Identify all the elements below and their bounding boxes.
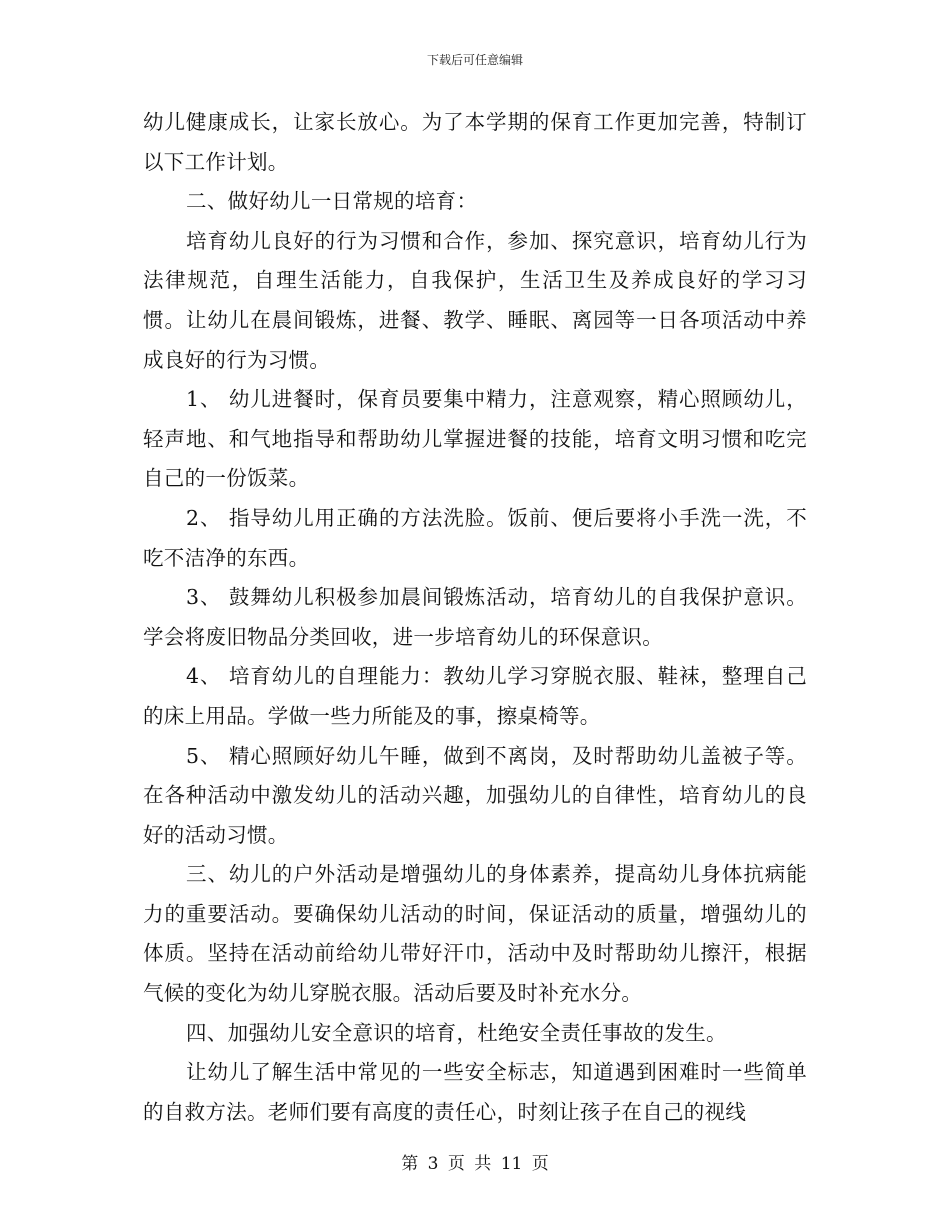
paragraph-3: 培育幼儿良好的行为习惯和合作，参加、探究意识，培育幼儿行为法律规范，自理生活能力，自我保护，生活卫生及养成良好的学习习惯。让幼儿在晨间锻炼，进餐、教学、睡眠、离园等一日各项活动中养成良好的行为习惯。 bbox=[143, 228, 807, 372]
list-item-2: 2、 指导幼儿用正确的方法洗脸。饭前、便后要将小手洗一洗，不吃不洁净的东西。 bbox=[143, 505, 807, 570]
section-heading-4: 四、加强幼儿安全意识的培育，杜绝安全责任事故的发生。 bbox=[186, 1020, 727, 1045]
list-item-5: 5、 精心照顾好幼儿午睡，做到不离岗，及时帮助幼儿盖被子等。在各种活动中激发幼儿的活动兴趣，加强幼儿的自律性，培育幼儿的良好的活动习惯。 bbox=[143, 743, 807, 847]
list-item-4: 4、 培育幼儿的自理能力：教幼儿学习穿脱衣服、鞋袜，整理自己的床上用品。学做一些力所能及的事，擦桌椅等。 bbox=[143, 664, 807, 728]
list-item-3: 3、 鼓舞幼儿积极参加晨间锻炼活动，培育幼儿的自我保护意识。学会将废旧物品分类回收，进一步培育幼儿的环保意识。 bbox=[143, 585, 807, 649]
paragraph-last: 让幼儿了解生活中常见的一些安全标志，知道遇到困难时一些简单的自救方法。老师们要有高度的责任心，时刻让孩子在自己的视线 bbox=[143, 1060, 807, 1124]
section-heading-2: 二、做好幼儿一日常规的培育： bbox=[186, 189, 478, 214]
paragraph-1: 幼儿健康成长，让家长放心。为了本学期的保育工作更加完善，特制订以下工作计划。 bbox=[143, 110, 807, 174]
page-number-footer: 第 3 页 共 11 页 bbox=[401, 1154, 549, 1174]
list-item-1: 1、 幼儿进餐时，保育员要集中精力，注意观察，精心照顾幼儿，轻声地、和气地指导和帮助幼儿掌握进餐的技能，培育文明习惯和吃完自己的一份饭菜。 bbox=[143, 387, 807, 491]
page-header: 下载后可任意编辑 bbox=[426, 53, 523, 67]
document-body bbox=[143, 103, 807, 1132]
section-paragraph-3: 三、幼儿的户外活动是增强幼儿的身体素养，提高幼儿身体抗病能力的重要活动。要确保幼儿活动的时间，保证活动的质量，增强幼儿的体质。坚持在活动前给幼儿带好汗巾，活动中及时帮助幼儿擦汗，根据气候的变化为幼儿穿脱衣服。活动后要及时补充水分。 bbox=[143, 862, 807, 1006]
